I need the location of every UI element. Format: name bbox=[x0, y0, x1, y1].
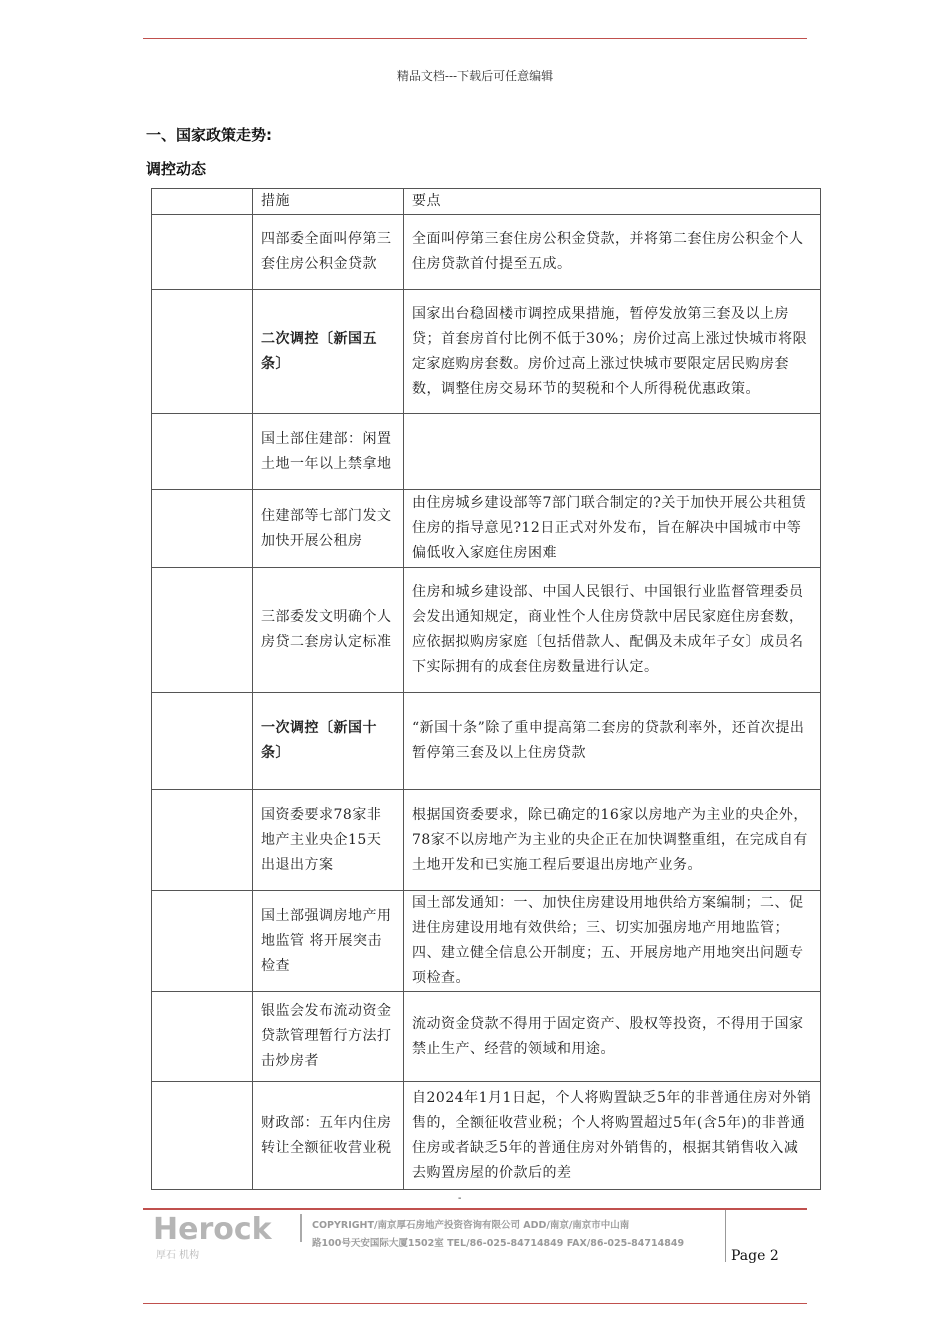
footer-divider bbox=[725, 1210, 726, 1262]
row-blank-cell bbox=[152, 490, 253, 568]
table-row bbox=[152, 290, 821, 414]
measure-cell: 一次调控〔新国十条〕 bbox=[253, 693, 404, 790]
table-row bbox=[152, 568, 821, 693]
page-number: Page 2 bbox=[731, 1248, 779, 1264]
copyright-line-1: COPYRIGHT/南京厚石房地产投资咨询有限公司 ADD/南京/南京市中山南 bbox=[312, 1220, 630, 1231]
table-row bbox=[152, 490, 821, 568]
row-blank-cell bbox=[152, 891, 253, 992]
points-cell: 住房和城乡建设部、中国人民银行、中国银行业监督管理委员会发出通知规定，商业性个人住房贷款中居民家庭住房套数，应依据拟购房家庭〔包括借款人、配偶及未成年子女〕成员名下实际拥有的成套住房数量进行认定。 bbox=[404, 568, 821, 693]
measure-cell: 四部委全面叫停第三套住房公积金贷款 bbox=[253, 215, 404, 290]
table-row bbox=[152, 992, 821, 1082]
row-blank-cell bbox=[152, 693, 253, 790]
table-row bbox=[152, 790, 821, 891]
logo-subtitle: 厚石 机构 bbox=[156, 1250, 200, 1261]
policy-table bbox=[151, 188, 821, 1190]
table-header-row bbox=[152, 189, 821, 215]
points-cell: “新国十条”除了重申提高第二套房的贷款利率外，还首次提出暂停第三套及以上住房贷款 bbox=[404, 693, 821, 790]
points-cell: 国土部发通知：一、加快住房建设用地供给方案编制；二、促进住房建设用地有效供给；三、切实加强房地产用地监管；四、建立健全信息公开制度；五、开展房地产用地突出问题专项检查。 bbox=[404, 891, 821, 992]
herock-logo bbox=[150, 1212, 300, 1261]
table-row bbox=[152, 891, 821, 992]
row-blank-cell bbox=[152, 992, 253, 1082]
measure-cell: 财政部：五年内住房转让全额征收营业税 bbox=[253, 1082, 404, 1190]
header-cell-measure: 措施 bbox=[253, 189, 404, 215]
top-rule bbox=[143, 38, 807, 39]
measure-cell: 三部委发文明确个人房贷二套房认定标准 bbox=[253, 568, 404, 693]
header-cell-points: 要点 bbox=[404, 189, 821, 215]
points-cell: 全面叫停第三套住房公积金贷款，并将第二套住房公积金个人住房贷款首付提至五成。 bbox=[404, 215, 821, 290]
table-row bbox=[152, 1082, 821, 1190]
measure-cell: 住建部等七部门发文 加快开展公租房 bbox=[253, 490, 404, 568]
subsection-title: 调控动态 bbox=[146, 160, 207, 178]
row-blank-cell bbox=[152, 290, 253, 414]
row-blank-cell bbox=[152, 215, 253, 290]
copyright-block bbox=[312, 1217, 722, 1253]
footer-rule bbox=[143, 1208, 807, 1210]
page-dash: - bbox=[458, 1193, 462, 1204]
points-cell bbox=[404, 414, 821, 490]
copyright-line-2: 路100号天安国际大厦1502室 TEL/86-025-84714849 FAX/86-025-84714849 bbox=[312, 1238, 685, 1249]
table-row bbox=[152, 693, 821, 790]
row-blank-cell bbox=[152, 1082, 253, 1190]
measure-cell: 国土部住建部：闲置土地一年以上禁拿地 bbox=[253, 414, 404, 490]
row-blank-cell bbox=[152, 790, 253, 891]
points-cell: 根据国资委要求，除已确定的16家以房地产为主业的央企外，78家不以房地产为主业的央企正在加快调整重组，在完成自有土地开发和已实施工程后要退出房地产业务。 bbox=[404, 790, 821, 891]
measure-cell: 国土部强调房地产用地监管 将开展突击检查 bbox=[253, 891, 404, 992]
table-row bbox=[152, 215, 821, 290]
points-cell: 国家出台稳固楼市调控成果措施，暂停发放第三套及以上房贷；首套房首付比例不低于30%；房价过高上涨过快城市将限定家庭购房套数。房价过高上涨过快城市要限定居民购房套数，调整住房交易环节的契税和个人所得税优惠政策。 bbox=[404, 290, 821, 414]
points-cell: 由住房城乡建设部等7部门联合制定的?关于加快开展公共租赁住房的指导意见?12日正式对外发布，旨在解决中国城市中等偏低收入家庭住房困难 bbox=[404, 490, 821, 568]
measure-cell: 国资委要求78家非地产主业央企15天出退出方案 bbox=[253, 790, 404, 891]
logo-divider bbox=[300, 1214, 302, 1242]
measure-cell: 银监会发布流动资金贷款管理暂行方法打击炒房者 bbox=[253, 992, 404, 1082]
header-cell-blank bbox=[152, 189, 253, 215]
row-blank-cell bbox=[152, 414, 253, 490]
points-cell: 流动资金贷款不得用于固定资产、股权等投资，不得用于国家禁止生产、经营的领域和用途。 bbox=[404, 992, 821, 1082]
points-cell: 自2024年1月1日起，个人将购置缺乏5年的非普通住房对外销售的，全额征收营业税；个人将购置超过5年(含5年)的非普通住房或者缺乏5年的普通住房对外销售的，根据其销售收入减去购置房屋的价款后的差 bbox=[404, 1082, 821, 1190]
measure-cell: 二次调控〔新国五条〕 bbox=[253, 290, 404, 414]
logo-wordmark: Herock bbox=[153, 1212, 272, 1247]
row-blank-cell bbox=[152, 568, 253, 693]
header-note: 精品文档---下载后可任意编辑 bbox=[396, 69, 554, 83]
bottom-rule bbox=[143, 1303, 807, 1304]
section-title: 一、国家政策走势: bbox=[146, 126, 272, 144]
table-row bbox=[152, 414, 821, 490]
